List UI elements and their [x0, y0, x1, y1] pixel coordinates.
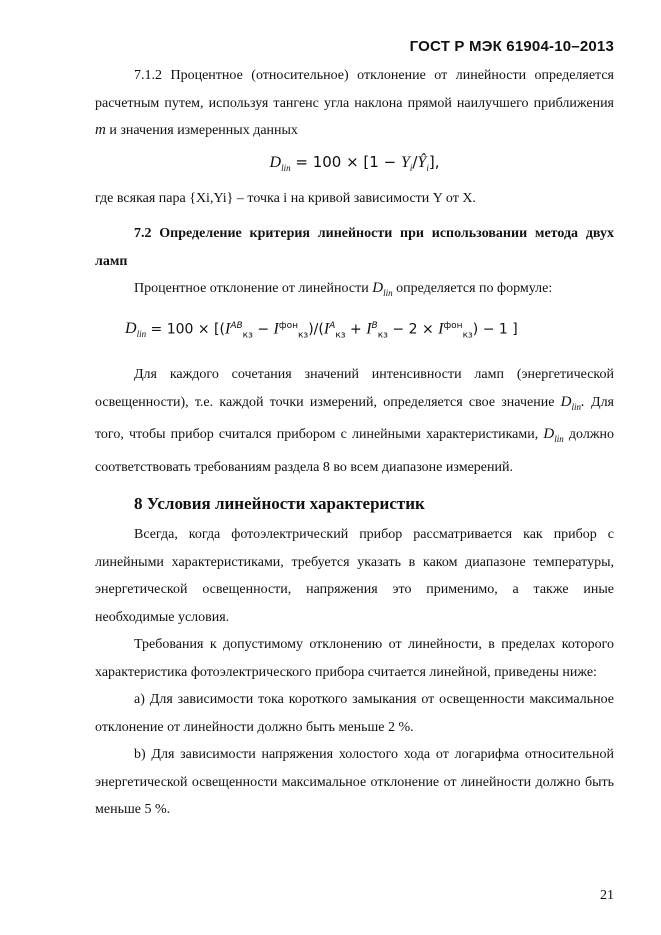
section-8-title: 8 Условия линейности характеристик: [134, 494, 425, 514]
para-text-b: Для того, чтобы прибор считался прибором с линейными характеристиками,: [95, 394, 614, 443]
list-item-b: b) Для зависимости напряжения холостого хода от логарифма относительной энергетической освещенности максимальное отклонение от линейности должно быть меньше 5 %.: [95, 747, 614, 818]
formula-dlin-2: $D_{lin} = 100 \times [(I^{AB}_{кз} - I^{фон}_{кз})/(I^A_{кз} + I^B_{кз} - 2 \times I^{фон}_{кз}) - 1$ ]: [125, 320, 518, 341]
paragraph-7-1-2-tail: и значения измеренных данных: [105, 123, 298, 138]
list-item-a: a) Для зависимости тока короткого замыкания от освещенности максимальное отклонение от линейности должно быть меньше 2 %.: [95, 692, 614, 735]
variable-dlin-2: $D_{lin}$.: [560, 393, 585, 412]
document-header: ГОСТ Р МЭК 61904-10–2013: [409, 38, 614, 55]
section-7-2-title: 7.2 Определение критерия линейности при использовании метода двух ламп: [95, 226, 614, 269]
variable-dlin: $D_{lin}$: [372, 280, 393, 299]
paragraph-measurement-points: [95, 361, 614, 481]
para-text-c: должно соответствовать требованиям раздела 8 во всем диапазоне измерений.: [95, 427, 614, 475]
section-8-paragraph-1: Всегда, когда фотоэлектрический прибор рассматривается как прибор с линейными характеристиками, требуется указать в каком диапазоне температуры, энергетической освещенности, напряжения это применимо, а также иные необходимые условия.: [95, 527, 614, 625]
section-8-paragraph-2: Требования к допустимому отклонению от линейности, в пределах которого характеристика фотоэлектрического прибора считается линейной, приведены ниже:: [95, 637, 614, 680]
page-body: [95, 62, 614, 824]
formula-dlin-1: $D_{lin} = 100 \times [1$ − $Y_i/Ŷ_i$],: [269, 152, 440, 173]
section-7-2-intro: [95, 275, 614, 308]
variable-dlin-3: $D_{lin}$: [543, 426, 564, 445]
variable-m: m: [95, 122, 106, 138]
page-number: 21: [600, 888, 614, 903]
paragraph-pair-definition: где всякая пара {Xi,Yi} – точка i на кривой зависимости Y от X.: [95, 190, 476, 206]
para-text-a: Для каждого сочетания значений интенсивности ламп (энергетической освещенности), т.е. каждой точки измерений, определяется свое значение: [95, 367, 614, 410]
intro-tail: определяется по формуле:: [392, 281, 553, 297]
intro-text: Процентное отклонение от линейности: [134, 281, 369, 297]
paragraph-7-1-2-text: 7.1.2 Процентное (относительное) отклонение от линейности определяется расчетным путем, используя тангенс угла наклона прямой наилучшего приближения: [95, 68, 614, 111]
paragraph-7-1-2: [95, 62, 614, 145]
